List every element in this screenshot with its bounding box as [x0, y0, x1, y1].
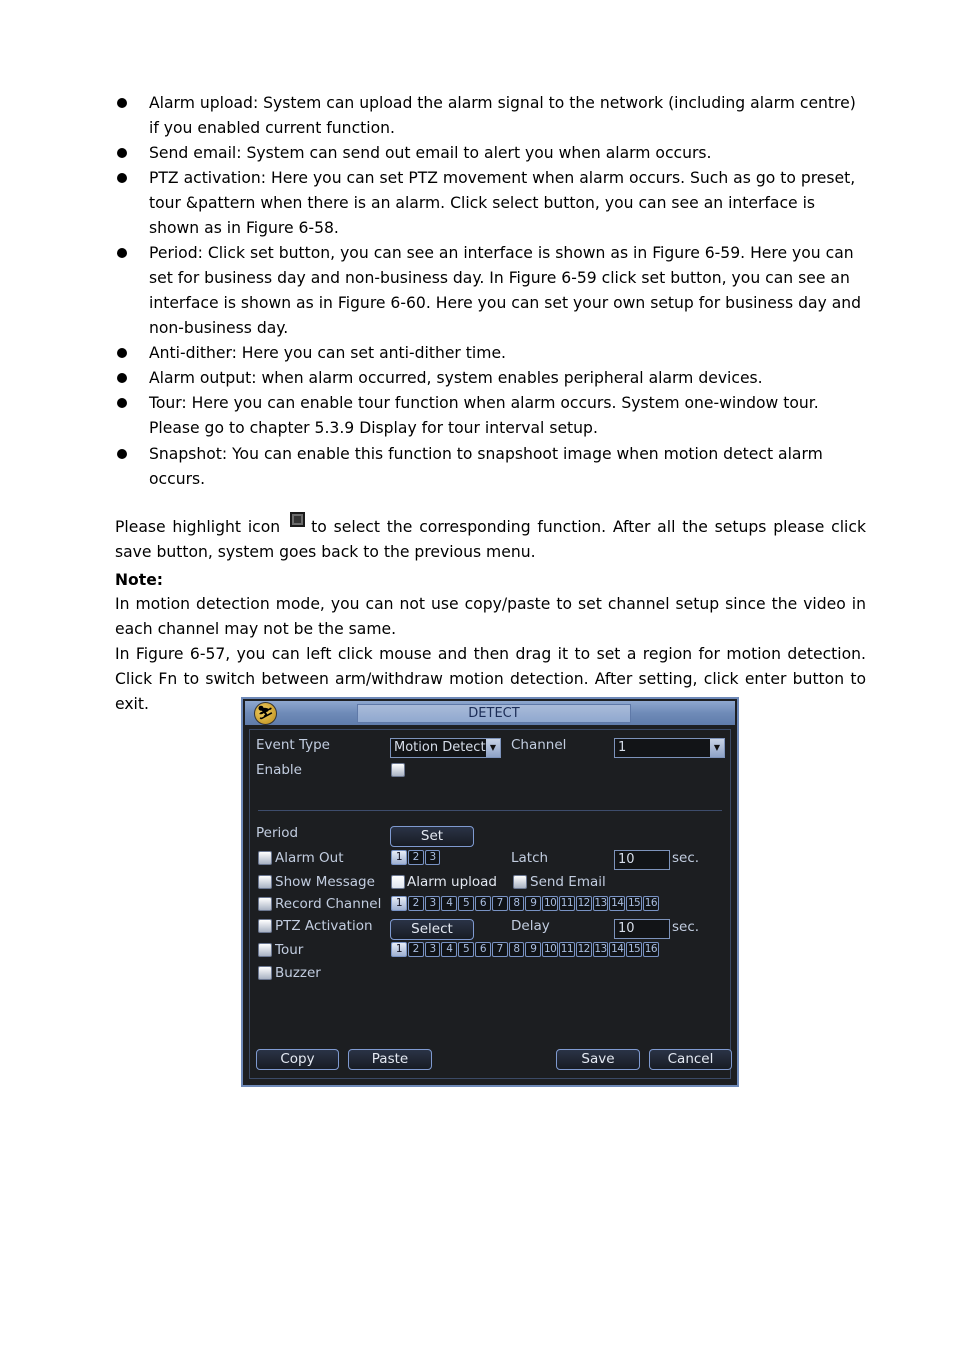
tour-channel-16[interactable]: 16 [644, 943, 657, 955]
paste-button[interactable]: Paste [348, 1049, 432, 1070]
save-button[interactable]: Save [556, 1049, 640, 1070]
tour-channel-3[interactable]: 3 [425, 942, 441, 957]
record-channel-16[interactable]: 16 [644, 897, 657, 909]
tour-channel-5[interactable]: 5 [458, 942, 474, 957]
chevron-down-icon: ▼ [486, 739, 500, 757]
bullet-dot [117, 348, 127, 358]
bullet-dot [117, 398, 127, 408]
tour-channel-15[interactable]: 15 [627, 943, 641, 955]
alarm-out-channel-2[interactable]: 2 [408, 850, 424, 865]
bullet-send-email: Send email: System can send out email to alert you when alarm occurs. [115, 141, 870, 166]
bullet-alarm-output: Alarm output: when alarm occurred, system enables peripheral alarm devices. [115, 366, 870, 391]
record-channel-12[interactable]: 12 [577, 897, 590, 909]
dialog-title: DETECT [357, 704, 631, 723]
copy-button[interactable]: Copy [256, 1049, 339, 1070]
record-channel-14[interactable]: 14 [611, 897, 624, 909]
feature-bullet-list [115, 91, 870, 492]
bullet-snapshot: Snapshot: You can enable this function to snapshoot image when motion detect alarm occurs. [115, 442, 870, 492]
latch-input[interactable]: 10 [614, 850, 670, 870]
alarm-upload-checkbox[interactable] [391, 875, 405, 889]
tour-channel-6[interactable]: 6 [475, 942, 491, 957]
show-message-label: Show Message [275, 874, 375, 890]
highlight-square-icon [290, 512, 305, 527]
tour-channel-group [391, 942, 659, 958]
note-paragraph-2: In Figure 6-57, you can left click mouse and then drag it to set a region for motion detection. Click Fn to switch between arm/withdraw motion detection. After setting, click enter button to exit. [115, 645, 866, 713]
record-channel-9[interactable]: 9 [525, 896, 541, 911]
dialog-title-bar [245, 701, 735, 725]
tour-channel-11[interactable]: 11 [560, 943, 573, 955]
enable-checkbox[interactable] [391, 763, 405, 777]
record-channel-13[interactable]: 13 [594, 897, 607, 909]
motion-person-icon: ⛷ [254, 702, 277, 725]
note-paragraph-1: In motion detection mode, you can not use copy/paste to set channel setup since the video in each channel may not be the same. [115, 595, 866, 638]
latch-unit: sec. [672, 850, 700, 866]
record-channel-3[interactable]: 3 [425, 896, 441, 911]
buzzer-checkbox[interactable] [258, 966, 272, 980]
tour-label: Tour [275, 942, 304, 958]
record-channel-8[interactable]: 8 [509, 896, 525, 911]
delay-unit: sec. [672, 919, 700, 935]
event-type-dropdown[interactable]: Motion Detect ▼ [390, 738, 501, 758]
tour-checkbox[interactable] [258, 943, 272, 957]
ptz-activation-label: PTZ Activation [275, 918, 373, 934]
bullet-dot [117, 449, 127, 459]
record-channel-checkbox[interactable] [258, 897, 272, 911]
record-channel-7[interactable]: 7 [492, 896, 508, 911]
enable-label: Enable [256, 762, 302, 778]
detect-dialog [241, 697, 739, 1087]
bullet-dot [117, 173, 127, 183]
tour-channel-4[interactable]: 4 [441, 942, 457, 957]
send-email-label: Send Email [530, 874, 606, 890]
alarm-upload-label: Alarm upload [407, 874, 497, 890]
cancel-button[interactable]: Cancel [649, 1049, 732, 1070]
latch-label: Latch [511, 850, 549, 866]
delay-label: Delay [511, 918, 550, 934]
record-channel-15[interactable]: 15 [627, 897, 641, 909]
delay-input[interactable]: 10 [614, 919, 670, 939]
alarm-out-channel-group [391, 850, 440, 866]
period-set-button[interactable]: Set [390, 826, 474, 847]
chevron-down-icon: ▼ [710, 739, 724, 757]
record-channel-group [391, 896, 659, 912]
bullet-dot [117, 148, 127, 158]
ptz-activation-checkbox[interactable] [258, 919, 272, 933]
channel-dropdown[interactable]: 1 ▼ [614, 738, 725, 758]
tour-channel-2[interactable]: 2 [408, 942, 424, 957]
alarm-out-channel-1[interactable]: 1 [391, 850, 407, 865]
record-channel-2[interactable]: 2 [408, 896, 424, 911]
send-email-checkbox[interactable] [513, 875, 527, 889]
bullet-dot [117, 248, 127, 258]
ptz-select-button[interactable]: Select [390, 919, 474, 940]
bullet-dot [117, 373, 127, 383]
bullet-period: Period: Click set button, you can see an interface is shown as in Figure 6-59. Here you can set for business day and non-business day. In Figure 6-59 click set button, you can see an interface is shown as in Figure 6-60. Here you can set your own setup for business day and non-business day. [115, 241, 870, 341]
channel-label: Channel [511, 737, 567, 753]
alarm-out-channel-3[interactable]: 3 [425, 850, 441, 865]
tour-channel-12[interactable]: 12 [577, 943, 590, 955]
event-type-label: Event Type [256, 737, 330, 753]
bullet-anti-dither: Anti-dither: Here you can set anti-dither time. [115, 341, 870, 366]
buzzer-label: Buzzer [275, 965, 321, 981]
record-channel-1[interactable]: 1 [391, 896, 407, 911]
tour-channel-8[interactable]: 8 [509, 942, 525, 957]
tour-channel-13[interactable]: 13 [594, 943, 607, 955]
show-message-checkbox[interactable] [258, 875, 272, 889]
bullet-dot [117, 98, 127, 108]
highlight-paragraph: Please highlight icon to select the corresponding function. After all the setups please click save button, system goes back to the previous menu. [115, 515, 866, 565]
section-divider [258, 810, 722, 811]
note-heading: Note: [115, 571, 164, 589]
record-channel-4[interactable]: 4 [441, 896, 457, 911]
record-channel-6[interactable]: 6 [475, 896, 491, 911]
alarm-out-checkbox[interactable] [258, 851, 272, 865]
tour-channel-9[interactable]: 9 [525, 942, 541, 957]
record-channel-5[interactable]: 5 [458, 896, 474, 911]
tour-channel-7[interactable]: 7 [492, 942, 508, 957]
dialog-body [249, 729, 731, 1079]
tour-channel-1[interactable]: 1 [391, 942, 407, 957]
bullet-ptz-activation: PTZ activation: Here you can set PTZ movement when alarm occurs. Such as go to preset, tour &pattern when there is an alarm. Click select button, you can see an interface is shown as in Figure 6-58. [115, 166, 870, 241]
period-label: Period [256, 825, 299, 841]
bullet-alarm-upload: Alarm upload: System can upload the alarm signal to the network (including alarm centre) if you enabled current function. [115, 91, 870, 141]
record-channel-10[interactable]: 10 [543, 897, 557, 909]
bullet-tour: Tour: Here you can enable tour function when alarm occurs. System one-window tour. Please go to chapter 5.3.9 Display for tour interval setup. [115, 391, 870, 441]
record-channel-label: Record Channel [275, 896, 382, 912]
tour-channel-14[interactable]: 14 [611, 943, 624, 955]
alarm-out-label: Alarm Out [275, 850, 344, 866]
record-channel-11[interactable]: 11 [560, 897, 573, 909]
tour-channel-10[interactable]: 10 [543, 943, 557, 955]
